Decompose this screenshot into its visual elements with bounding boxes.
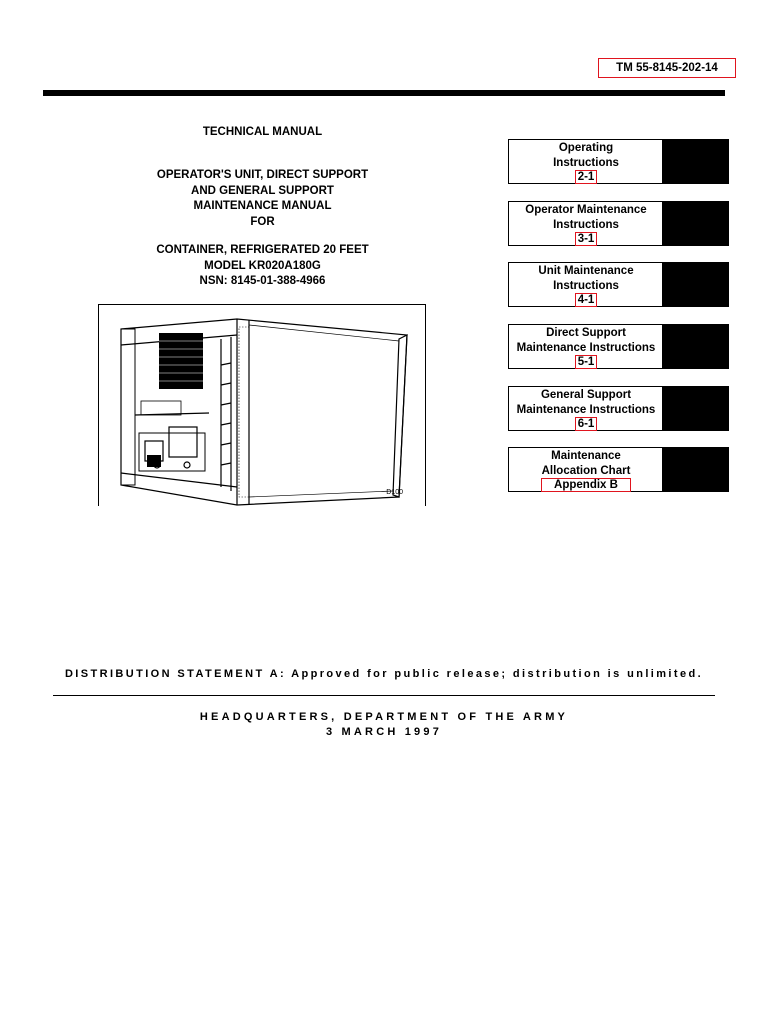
- section-title-line1: Direct Support: [546, 327, 626, 339]
- section-general-support[interactable]: [508, 386, 729, 431]
- section-label: [509, 140, 663, 183]
- section-title-line2: Allocation Chart: [541, 464, 631, 477]
- section-title-line2: Maintenance Instructions: [516, 403, 656, 416]
- page-link[interactable]: 2-1: [575, 170, 598, 184]
- section-title-line2: Instructions: [553, 218, 619, 231]
- thumb-tab: [662, 448, 728, 491]
- divider-rule: [53, 695, 715, 696]
- section-title-line1: General Support: [540, 389, 632, 401]
- section-title-line2: Instructions: [553, 156, 619, 169]
- section-title-line1: Operating: [558, 142, 614, 154]
- section-label: [509, 448, 663, 491]
- section-operator-maintenance[interactable]: [508, 201, 729, 246]
- manual-type-heading: TECHNICAL MANUAL: [202, 126, 323, 138]
- section-label: [509, 325, 663, 368]
- title-line: AND GENERAL SUPPORT: [191, 184, 334, 197]
- page-link[interactable]: 3-1: [575, 232, 598, 246]
- section-unit-maintenance[interactable]: [508, 262, 729, 307]
- document-number-link[interactable]: TM 55-8145-202-14: [598, 58, 736, 78]
- thumb-tab: [662, 387, 728, 430]
- thumb-tab: [662, 263, 728, 306]
- section-title-line2: Maintenance Instructions: [516, 341, 656, 354]
- page-link[interactable]: Appendix B: [541, 478, 631, 492]
- top-rule: [43, 90, 725, 96]
- page-link[interactable]: 5-1: [575, 355, 598, 369]
- section-title-line1: Maintenance: [551, 450, 621, 462]
- section-title-line1: Operator Maintenance: [525, 204, 647, 216]
- title-line: FOR: [250, 215, 275, 228]
- figure-label: D100: [386, 489, 403, 496]
- equipment-identification: [130, 243, 395, 290]
- manual-title: [130, 168, 395, 230]
- title-line: OPERATOR'S UNIT, DIRECT SUPPORT: [156, 169, 369, 181]
- equipment-model: MODEL KR020A180G: [204, 259, 321, 272]
- section-maintenance-allocation-chart[interactable]: [508, 447, 729, 492]
- section-title-line2: Instructions: [553, 279, 619, 292]
- section-title-line1: Unit Maintenance: [538, 265, 634, 277]
- section-direct-support[interactable]: [508, 324, 729, 369]
- equipment-nsn: NSN: 8145-01-388-4966: [199, 275, 326, 287]
- headquarters-line: HEADQUARTERS, DEPARTMENT OF THE ARMY: [199, 711, 569, 723]
- thumb-tab: [662, 202, 728, 245]
- thumb-tab: [662, 140, 728, 183]
- distribution-statement: DISTRIBUTION STATEMENT A: Approved for public release; distribution is unlimited.: [64, 668, 704, 680]
- section-label: [509, 387, 663, 430]
- refrigerated-container-drawing: [99, 305, 425, 507]
- thumb-tab: [662, 325, 728, 368]
- page-link[interactable]: 4-1: [575, 293, 598, 307]
- section-operating-instructions[interactable]: [508, 139, 729, 184]
- title-line: MAINTENANCE MANUAL: [193, 200, 332, 212]
- publication-date: 3 MARCH 1997: [325, 726, 443, 738]
- section-label: [509, 263, 663, 306]
- section-label: [509, 202, 663, 245]
- container-illustration: [98, 304, 426, 506]
- page-link[interactable]: 6-1: [575, 417, 598, 431]
- equipment-name: CONTAINER, REFRIGERATED 20 FEET: [156, 244, 369, 256]
